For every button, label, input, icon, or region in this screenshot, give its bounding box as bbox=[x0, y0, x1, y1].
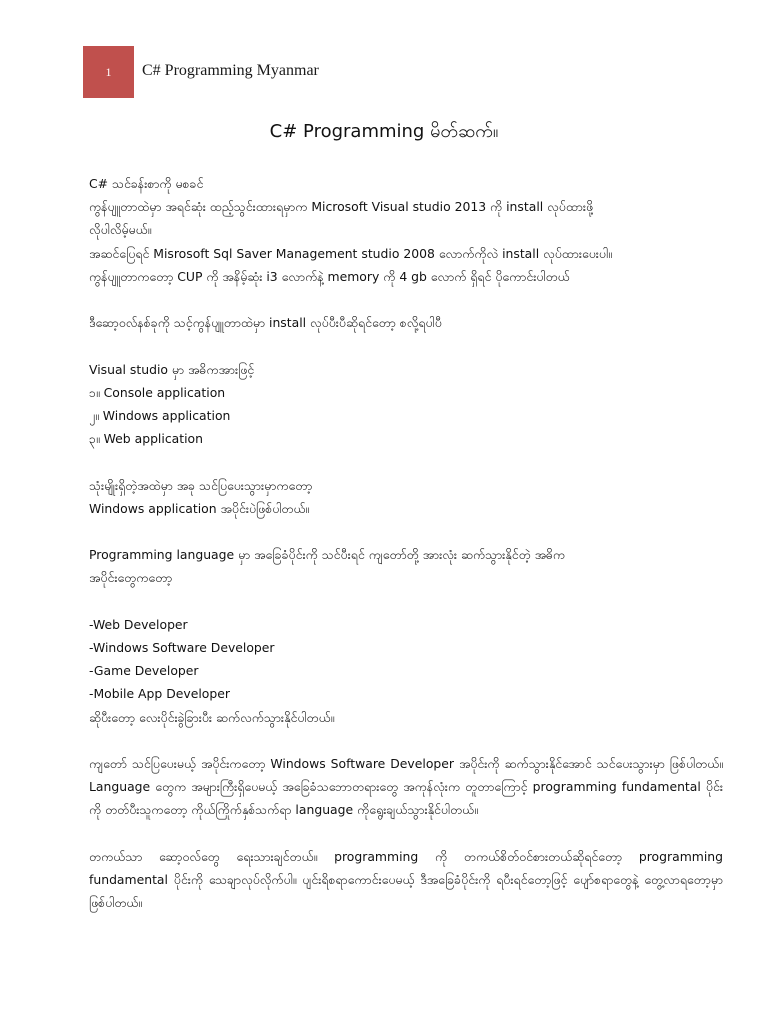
list-item: -Windows Software Developer bbox=[89, 639, 275, 655]
header-title: C# Programming Myanmar bbox=[142, 62, 319, 79]
paragraph: တကယ်သာ ဆော့ဝလ်တွေ ရေးသားချင်တယ်။ programming ကို တကယ်စိတ်ဝင်စားတယ်ဆိုရင်တော့ programming fundamental ပိုင်းကို သေချာလုပ်လိုက်ပါ။ ပျင်းရိစရာကောင်းပေမယ့် ဒီအခြေခံပိုင်းကို ရပီးရင်တော့ဖြင့် ပျော်စရာတွေနဲ့ တွေ့လာရတော့မှာဖြစ်ပါတယ်။ bbox=[89, 848, 723, 911]
paragraph-line: အဆင်ပြေရင် Misrosoft Sql Saver Management studio 2008 လောက်ကိုလဲ install လုပ်ထားပေးပါ။ bbox=[89, 245, 612, 261]
list-item: ၃။ Web application bbox=[89, 431, 203, 447]
paragraph: ကျတော် သင်ပြပေးမယ့် အပိုင်းကတော့ Windows Software Developer အပိုင်းကို ဆက်သွားနိုင်အောင် သင်ပေးသွားမှာ ဖြစ်ပါတယ်။ Language တွေက အများကြီးရှိပေမယ့် အခြေခံသဘောတရားတွေ အကုန်လုံးက တူတာကြောင့် programming fundamental ပိုင်းကို တတ်ပီးသူကတော့ ကိုယ်ကြိုက်နှစ်သက်ရာ language ကိုရွေးချယ်သွားနိုင်ပါတယ်။ bbox=[89, 755, 723, 818]
list-item: -Web Developer bbox=[89, 616, 188, 632]
paragraph-line: C# သင်ခန်းစာကို မစခင် bbox=[89, 176, 204, 191]
paragraph-line: Programming language မှာ အခြေခံပိုင်းကို သင်ပီးရင် ကျတော်တို့ အားလုံး ဆက်သွားနိုင်တဲ့ အဓိက bbox=[89, 547, 566, 563]
page-number: 1 bbox=[105, 64, 112, 79]
list-item: -Mobile App Developer bbox=[89, 686, 230, 702]
paragraph-line: ဆိုပီးတော့ လေးပိုင်းခွဲခြားပီး ဆက်လက်သွားနိုင်ပါတယ်။ bbox=[89, 709, 335, 725]
document-title: C# Programming မိတ်ဆက်။ bbox=[269, 121, 499, 142]
document-body bbox=[89, 172, 723, 914]
paragraph-line: ကွန်ပျူတာထဲမှာ အရင်ဆုံး ထည့်သွင်းထားရမှာက Microsoft Visual studio 2013 ကို install လုပ်ထားဖို့ bbox=[89, 199, 594, 215]
paragraph-line: သုံးမျိုးရှိတဲ့အထဲမှာ အခု သင်ပြပေးသွားမှာကတော့ bbox=[89, 477, 313, 493]
list-heading: Visual studio မှာ အဓိကအားဖြင့် bbox=[89, 361, 255, 377]
paragraph-line: အပိုင်းတွေကတော့ bbox=[89, 570, 173, 586]
list-item: ၂။ Windows application bbox=[89, 408, 231, 423]
page-number-badge bbox=[83, 46, 134, 98]
list-item: -Game Developer bbox=[89, 663, 199, 679]
list-item: ၁။ Console application bbox=[89, 384, 226, 400]
paragraph-line: လိုပါလိမ့်မယ်။ bbox=[89, 222, 152, 238]
paragraph-line: Windows application အပိုင်းပဲဖြစ်ပါတယ်။ bbox=[89, 500, 310, 516]
paragraph-line: ကွန်ပျူတာကတော့ CUP ကို အနိမ့်ဆုံး i3 လောက်နဲ့ memory ကို 4 gb လောက် ရှိရင် ပိုကောင်းပါတယ် bbox=[89, 268, 570, 284]
paragraph-line: ဒီဆော့ဝလ်နစ်ခုကို သင့်ကွန်ပျူတာထဲမှာ install လုပ်ပီးပီဆိုရင်တော့ စလို့ရပါပီ bbox=[89, 315, 442, 331]
